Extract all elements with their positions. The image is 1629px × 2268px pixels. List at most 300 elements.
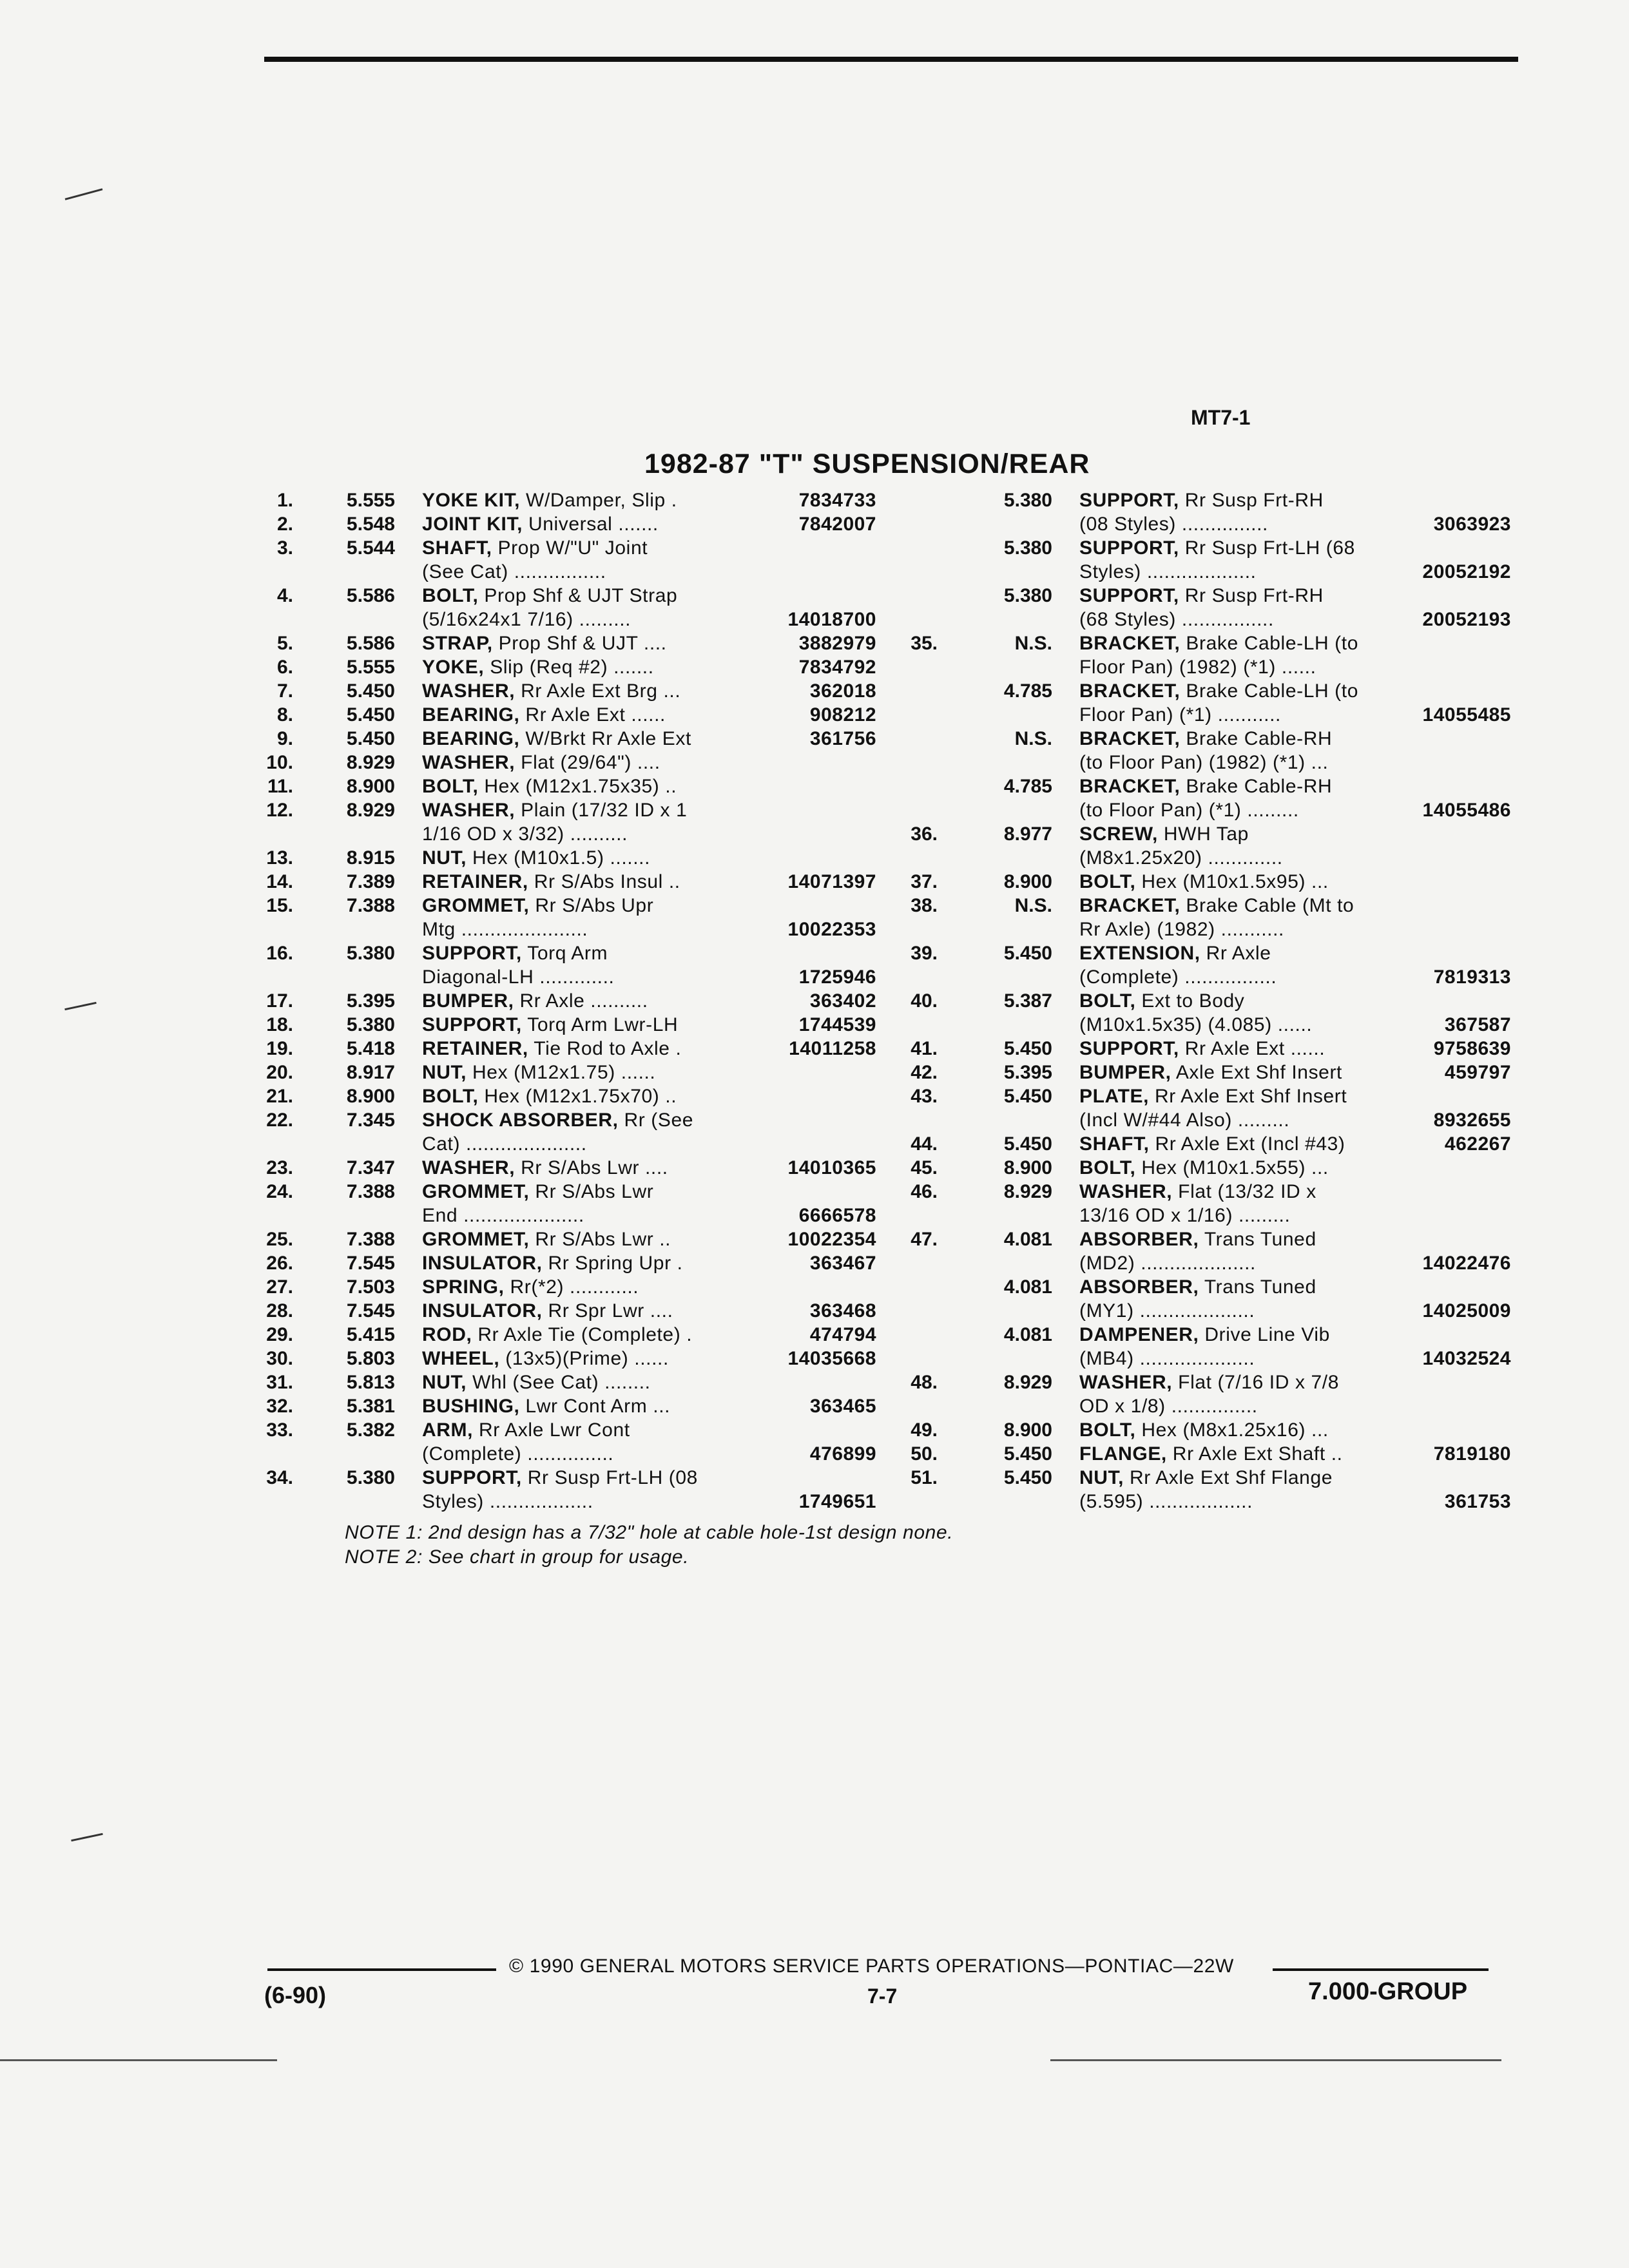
group-code: 8.900 <box>1003 1419 1052 1441</box>
part-name: BOLT, <box>1079 1419 1136 1441</box>
part-row <box>245 989 889 1013</box>
item-number <box>889 655 938 679</box>
group-code: 7.389 <box>346 871 395 892</box>
item-number <box>245 1442 293 1466</box>
part-number: 476899 <box>809 1443 876 1465</box>
part-row <box>245 1037 889 1061</box>
part-number <box>712 584 889 608</box>
part-description <box>1079 1227 1414 1251</box>
part-number: 20052192 <box>1422 561 1511 582</box>
part-row <box>889 1275 1534 1299</box>
part-number: 3063923 <box>1433 514 1511 535</box>
part-number <box>712 846 889 870</box>
part-name: WASHER, <box>1079 1181 1173 1202</box>
group-code <box>938 1490 1079 1514</box>
group-code <box>938 918 1079 941</box>
part-row <box>245 1490 889 1514</box>
part-description <box>422 1132 712 1156</box>
part-number: 7819180 <box>1433 1443 1511 1465</box>
part-number <box>712 1466 889 1490</box>
part-detail: HWH Tap <box>1157 823 1249 845</box>
part-name: INSULATOR, <box>422 1300 543 1321</box>
part-number <box>1414 918 1534 941</box>
part-description <box>1079 1418 1414 1442</box>
group-code <box>938 751 1079 774</box>
group-code: 5.395 <box>346 990 395 1012</box>
group-code: 5.395 <box>1003 1062 1052 1083</box>
item-number <box>889 560 938 584</box>
item-number <box>889 1490 938 1514</box>
part-number: 14071397 <box>787 871 876 892</box>
item-number: 44. <box>911 1133 938 1155</box>
group-code: 5.544 <box>346 537 395 559</box>
part-number: 1744539 <box>798 1014 876 1035</box>
part-name: GROMMET, <box>422 895 530 916</box>
part-name: JOINT KIT, <box>422 514 523 535</box>
part-number <box>712 894 889 918</box>
part-description <box>422 1084 712 1108</box>
group-code: 8.900 <box>1003 1157 1052 1178</box>
part-description <box>422 1370 712 1394</box>
part-detail: Flat (13/32 ID x <box>1172 1181 1316 1202</box>
part-name: INSULATOR, <box>422 1253 543 1274</box>
group-code <box>293 608 422 631</box>
part-detail: Universal ....... <box>523 514 659 535</box>
group-code: 5.380 <box>346 1014 395 1035</box>
item-number: 4. <box>276 585 293 606</box>
part-name: EXTENSION, <box>1079 943 1200 964</box>
group-code: 5.450 <box>346 704 395 726</box>
part-row <box>889 1227 1534 1251</box>
item-number <box>889 1204 938 1227</box>
group-code: 5.555 <box>346 490 395 511</box>
page-id: MT7-1 <box>1191 406 1251 429</box>
item-number: 43. <box>911 1086 938 1107</box>
item-number <box>245 1204 293 1227</box>
part-detail: (Complete) ................ <box>1079 966 1277 988</box>
group-code: 5.380 <box>346 943 395 964</box>
part-description <box>1079 1013 1414 1037</box>
part-row <box>245 774 889 798</box>
group-code: N.S. <box>1014 895 1052 916</box>
part-name: WASHER, <box>422 752 516 773</box>
group-code: 5.450 <box>1003 943 1052 964</box>
group-code <box>293 1204 422 1227</box>
item-number <box>889 751 938 774</box>
part-row <box>889 631 1534 655</box>
part-name: SUPPORT, <box>1079 537 1179 559</box>
item-number: 33. <box>266 1419 293 1441</box>
group-code <box>293 1490 422 1514</box>
group-code: 8.929 <box>1003 1372 1052 1393</box>
part-description <box>422 1490 712 1514</box>
part-number <box>712 536 889 560</box>
part-name: DAMPENER, <box>1079 1324 1199 1345</box>
group-code <box>938 703 1079 727</box>
part-row <box>245 1418 889 1442</box>
part-description <box>1079 1156 1414 1180</box>
part-number: 6666578 <box>798 1205 876 1226</box>
part-row <box>889 584 1534 608</box>
part-description <box>422 1251 712 1275</box>
part-name: WASHER, <box>422 800 516 821</box>
part-number <box>712 774 889 798</box>
part-number: 361753 <box>1444 1491 1511 1512</box>
part-description <box>422 1418 712 1442</box>
part-row <box>245 584 889 608</box>
group-code: 8.900 <box>346 776 395 797</box>
part-row <box>889 1418 1534 1442</box>
item-number <box>889 965 938 989</box>
group-code: 8.915 <box>346 847 395 869</box>
item-number: 36. <box>911 823 938 845</box>
part-name: BUMPER, <box>1079 1062 1171 1083</box>
part-name: WASHER, <box>1079 1372 1173 1393</box>
item-number: 10. <box>266 752 293 773</box>
part-description <box>422 631 712 655</box>
part-row <box>889 798 1534 822</box>
group-code: 5.380 <box>1003 537 1052 559</box>
part-description <box>422 655 712 679</box>
part-row <box>245 1394 889 1418</box>
item-number: 40. <box>911 990 938 1012</box>
group-code: 5.415 <box>346 1324 395 1345</box>
part-description <box>422 1227 712 1251</box>
part-detail: Rr Axle Ext Shf Insert <box>1149 1086 1347 1107</box>
part-description <box>422 608 712 631</box>
part-detail: Axle Ext Shf Insert <box>1171 1062 1342 1083</box>
item-number <box>889 679 938 703</box>
item-number: 31. <box>266 1372 293 1393</box>
part-row <box>889 1156 1534 1180</box>
part-description <box>1079 1180 1414 1204</box>
part-description <box>1079 655 1414 679</box>
item-number: 24. <box>266 1181 293 1202</box>
part-row <box>245 894 889 918</box>
footer-rule-left <box>267 1968 496 1971</box>
part-name: RETAINER, <box>422 871 528 892</box>
item-number: 27. <box>266 1276 293 1298</box>
part-row <box>889 1466 1534 1490</box>
part-number <box>1414 1466 1534 1490</box>
part-row <box>889 846 1534 870</box>
part-detail: Hex (M10x1.5x55) ... <box>1135 1157 1329 1178</box>
part-description <box>1079 703 1414 727</box>
group-code: 5.380 <box>346 1467 395 1488</box>
part-number: 459797 <box>1444 1062 1511 1083</box>
part-name: BRACKET, <box>1079 776 1181 797</box>
part-number <box>712 1275 889 1299</box>
part-description <box>1079 1275 1414 1299</box>
part-detail: Rr Axle Ext ...... <box>519 704 666 726</box>
item-number <box>889 774 938 798</box>
part-detail: (68 Styles) ................ <box>1079 609 1274 630</box>
group-code: 8.929 <box>346 752 395 773</box>
part-description <box>1079 1061 1414 1084</box>
part-name: NUT, <box>422 847 467 869</box>
part-detail: Styles) .................. <box>422 1491 593 1512</box>
part-detail: (to Floor Pan) (1982) (*1) ... <box>1079 752 1329 773</box>
group-code <box>938 1204 1079 1227</box>
part-name: RETAINER, <box>422 1038 528 1059</box>
group-code: 8.929 <box>346 800 395 821</box>
part-row <box>245 846 889 870</box>
part-detail: Hex (M10x1.5x95) ... <box>1135 871 1329 892</box>
item-number: 50. <box>911 1443 938 1465</box>
part-row <box>889 918 1534 941</box>
part-detail: Hex (M12x1.75) ...... <box>467 1062 656 1083</box>
group-code <box>938 608 1079 631</box>
group-code <box>938 1013 1079 1037</box>
item-number: 35. <box>911 633 938 654</box>
part-row <box>245 536 889 560</box>
part-description <box>1079 989 1414 1013</box>
part-detail: Rr Axle Ext ...... <box>1179 1038 1325 1059</box>
part-description <box>1079 941 1414 965</box>
part-description <box>422 918 712 941</box>
group-code <box>938 1394 1079 1418</box>
parts-list-left <box>245 488 889 1514</box>
part-number <box>1414 1275 1534 1299</box>
part-description <box>422 822 712 846</box>
part-detail: Plain (17/32 ID x 1 <box>515 800 688 821</box>
part-detail: Rr Spr Lwr .... <box>542 1300 673 1321</box>
item-number <box>889 1299 938 1323</box>
part-row <box>889 965 1534 989</box>
top-rule <box>264 57 1518 62</box>
part-number: 7842007 <box>798 514 876 535</box>
part-detail: Lwr Cont Arm ... <box>519 1396 671 1417</box>
group-code <box>938 512 1079 536</box>
group-code: 8.977 <box>1003 823 1052 845</box>
group-code: 4.081 <box>1003 1276 1052 1298</box>
part-description <box>422 1394 712 1418</box>
part-number: 462267 <box>1444 1133 1511 1155</box>
part-row <box>889 536 1534 560</box>
part-row <box>245 1347 889 1370</box>
group-code: 5.586 <box>346 633 395 654</box>
part-name: BEARING, <box>422 728 520 749</box>
part-description <box>422 1347 712 1370</box>
item-number: 32. <box>266 1396 293 1417</box>
footer-rule-right <box>1273 1968 1489 1971</box>
group-code: 5.418 <box>346 1038 395 1059</box>
copyright: © 1990 GENERAL MOTORS SERVICE PARTS OPERATIONS—PONTIAC—22W <box>509 1956 1234 1977</box>
item-number: 19. <box>266 1038 293 1059</box>
part-row <box>889 870 1534 894</box>
item-number: 2. <box>276 514 293 535</box>
item-number: 45. <box>911 1157 938 1178</box>
part-description <box>422 846 712 870</box>
group-code: 4.785 <box>1003 776 1052 797</box>
group-code: 7.388 <box>346 1181 395 1202</box>
part-detail: (MD2) .................... <box>1079 1253 1256 1274</box>
part-description <box>1079 512 1414 536</box>
part-detail: Hex (M12x1.75x70) .. <box>478 1086 677 1107</box>
part-number: 1725946 <box>798 966 876 988</box>
part-description <box>1079 560 1414 584</box>
part-detail: Prop W/"U" Joint <box>492 537 648 559</box>
part-number <box>1414 1227 1534 1251</box>
group-code <box>938 1251 1079 1275</box>
part-detail: Rr S/Abs Upr <box>529 895 654 916</box>
part-row <box>889 727 1534 751</box>
part-description <box>1079 1037 1414 1061</box>
part-row <box>245 560 889 584</box>
part-number <box>712 1180 889 1204</box>
part-number <box>1414 1084 1534 1108</box>
part-description <box>422 1156 712 1180</box>
part-row <box>245 1370 889 1394</box>
part-detail: (MB4) .................... <box>1079 1348 1255 1369</box>
part-name: BOLT, <box>422 585 479 606</box>
part-description <box>1079 798 1414 822</box>
part-number: 7819313 <box>1433 966 1511 988</box>
part-row <box>245 703 889 727</box>
part-number: 14018700 <box>787 609 876 630</box>
group-code: N.S. <box>1014 728 1052 749</box>
item-number: 46. <box>911 1181 938 1202</box>
part-detail: Rr(*2) ............ <box>504 1276 639 1298</box>
part-number: 362018 <box>809 680 876 702</box>
group-code <box>938 846 1079 870</box>
item-number: 3. <box>276 537 293 559</box>
part-description <box>1079 679 1414 703</box>
part-name: SUPPORT, <box>422 1014 522 1035</box>
part-description <box>422 703 712 727</box>
part-row <box>889 679 1534 703</box>
part-detail: Prop Shf & UJT Strap <box>478 585 678 606</box>
group-code: 5.381 <box>346 1396 395 1417</box>
part-detail: Floor Pan) (1982) (*1) ...... <box>1079 657 1316 678</box>
part-detail: Styles) ................... <box>1079 561 1257 582</box>
item-number: 28. <box>266 1300 293 1321</box>
item-number: 1. <box>276 490 293 511</box>
item-number <box>245 608 293 631</box>
part-row <box>245 631 889 655</box>
part-description <box>422 1323 712 1347</box>
part-description <box>1079 1132 1414 1156</box>
part-number <box>1414 1370 1534 1394</box>
part-name: SHOCK ABSORBER, <box>422 1110 619 1131</box>
part-detail: Rr S/Abs Insul .. <box>528 871 680 892</box>
part-row <box>889 989 1534 1013</box>
part-row <box>889 941 1534 965</box>
part-number: 363402 <box>809 990 876 1012</box>
item-number: 9. <box>276 728 293 749</box>
part-description <box>1079 894 1414 918</box>
part-detail: (to Floor Pan) (*1) ......... <box>1079 800 1299 821</box>
group-code: 5.813 <box>346 1372 395 1393</box>
part-row <box>889 1013 1534 1037</box>
group-code: 5.450 <box>346 680 395 702</box>
part-number: 14055485 <box>1422 704 1511 726</box>
part-row <box>245 1156 889 1180</box>
group-code <box>293 1442 422 1466</box>
part-number: 14055486 <box>1422 800 1511 821</box>
part-number <box>1414 584 1534 608</box>
item-number <box>889 1275 938 1299</box>
item-number: 20. <box>266 1062 293 1083</box>
part-name: SCREW, <box>1079 823 1158 845</box>
part-number <box>712 1370 889 1394</box>
part-number <box>1414 1156 1534 1180</box>
group-code <box>938 965 1079 989</box>
part-row <box>245 727 889 751</box>
item-number: 49. <box>911 1419 938 1441</box>
part-row <box>889 822 1534 846</box>
part-description <box>1079 870 1414 894</box>
group-code <box>938 1299 1079 1323</box>
part-name: BRACKET, <box>1079 895 1181 916</box>
part-name: BRACKET, <box>1079 680 1181 702</box>
part-number: 14025009 <box>1422 1300 1511 1321</box>
part-name: ABSORBER, <box>1079 1229 1199 1250</box>
group-code: 7.545 <box>346 1300 395 1321</box>
item-number: 11. <box>267 776 293 797</box>
part-detail: Brake Cable-LH (to <box>1180 680 1358 702</box>
part-description <box>422 989 712 1013</box>
item-number <box>889 727 938 751</box>
part-detail: Hex (M12x1.75x35) .. <box>478 776 677 797</box>
part-detail: W/Damper, Slip . <box>520 490 677 511</box>
group-code: 7.503 <box>346 1276 395 1298</box>
part-name: BOLT, <box>1079 990 1136 1012</box>
group-code <box>293 822 422 846</box>
notes <box>345 1521 953 1570</box>
group-code: 5.387 <box>1003 990 1052 1012</box>
part-number: 20052193 <box>1422 609 1511 630</box>
item-number: 18. <box>266 1014 293 1035</box>
part-detail: Rr (See <box>618 1110 694 1131</box>
part-description <box>422 1013 712 1037</box>
part-number: 7834792 <box>798 657 876 678</box>
part-detail: Brake Cable (Mt to <box>1180 895 1354 916</box>
item-number <box>889 1323 938 1347</box>
group-code: 5.380 <box>1003 585 1052 606</box>
part-number: 363467 <box>809 1253 876 1274</box>
part-detail: (Incl W/#44 Also) ......... <box>1079 1110 1290 1131</box>
part-number <box>712 1132 889 1156</box>
part-row <box>245 488 889 512</box>
note-2: NOTE 2: See chart in group for usage. <box>345 1546 689 1568</box>
part-detail: Drive Line Vib <box>1199 1324 1330 1345</box>
part-name: FLANGE, <box>1079 1443 1167 1465</box>
part-description <box>1079 774 1414 798</box>
part-detail: Mtg ...................... <box>422 919 588 940</box>
item-number: 12. <box>266 800 293 821</box>
part-number: 363465 <box>809 1396 876 1417</box>
part-number: 10022353 <box>787 919 876 940</box>
group-code <box>293 918 422 941</box>
part-detail: (See Cat) ................ <box>422 561 606 582</box>
part-number: 7834733 <box>798 490 876 511</box>
part-detail: Brake Cable-LH (to <box>1180 633 1358 654</box>
part-name: GROMMET, <box>422 1229 530 1250</box>
item-number: 6. <box>276 657 293 678</box>
part-description <box>422 1275 712 1299</box>
part-row <box>245 608 889 631</box>
part-number <box>712 1084 889 1108</box>
item-number <box>245 918 293 941</box>
part-description <box>422 941 712 965</box>
part-row <box>889 1132 1534 1156</box>
part-number <box>712 941 889 965</box>
part-detail: (MY1) .................... <box>1079 1300 1255 1321</box>
item-number: 22. <box>266 1110 293 1131</box>
item-number <box>245 965 293 989</box>
part-description <box>422 679 712 703</box>
